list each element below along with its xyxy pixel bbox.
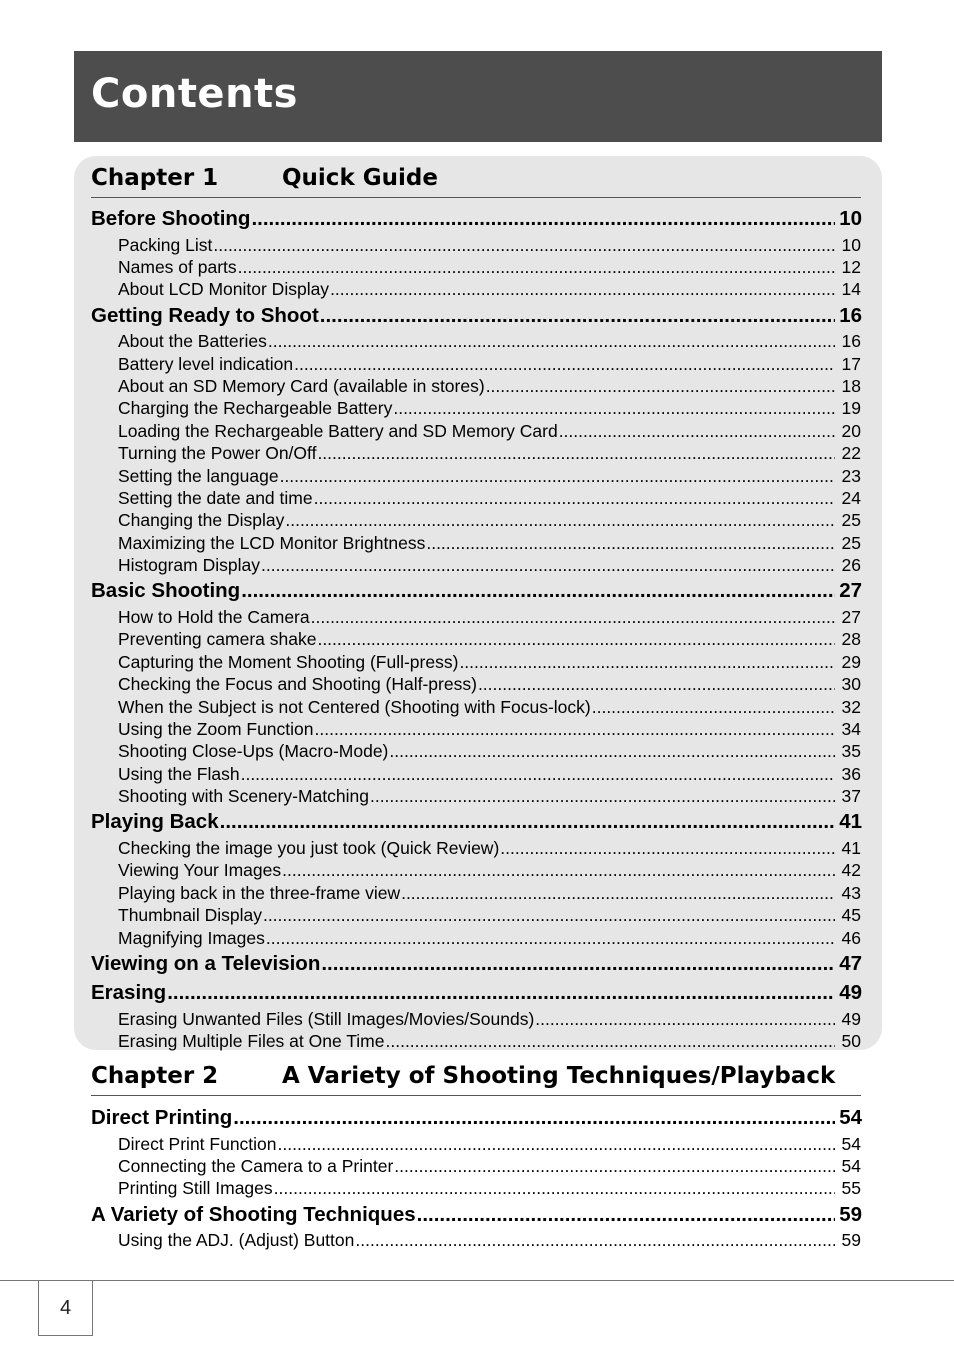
chapter-number: Chapter 1 (91, 165, 219, 191)
toc-section-entry (91, 1200, 862, 1230)
toc-entry-page: 16 (839, 303, 862, 327)
toc-entry-title: Preventing camera shake (118, 629, 317, 650)
toc-entry-title: Before Shooting (91, 207, 251, 230)
toc-section-entry (91, 949, 862, 979)
dot-leader (370, 785, 835, 807)
toc-entry-title: Checking the Focus and Shooting (Half-press) (118, 674, 477, 695)
toc-subsection-entry (91, 1229, 862, 1251)
dot-leader (321, 949, 835, 979)
toc-entry-title: Capturing the Moment Shooting (Full-press) (118, 651, 459, 672)
dot-leader (274, 1177, 835, 1199)
toc-subsection-entry (91, 1008, 862, 1030)
toc-entry-title: Using the Zoom Function (118, 718, 314, 739)
toc-entry-title: Erasing Multiple Files at One Time (118, 1031, 385, 1052)
toc-entry-page: 54 (839, 1106, 862, 1129)
toc-subsection-entry (91, 1155, 862, 1177)
toc-entry-title: Thumbnail Display (118, 905, 262, 926)
toc-subsection-entry (91, 353, 862, 375)
toc-entry-page: 36 (841, 763, 861, 784)
toc-entry-page: 49 (841, 1008, 861, 1029)
toc-entry-title: Names of parts (118, 256, 237, 277)
dot-leader (220, 807, 836, 837)
dot-leader (386, 1030, 836, 1052)
dot-leader (394, 1155, 835, 1177)
dot-leader (393, 397, 835, 419)
toc-subsection-entry (91, 904, 862, 926)
toc-entry-title: Shooting with Scenery-Matching (118, 786, 369, 807)
dot-leader (592, 696, 835, 718)
toc-entry-title: Basic Shooting (91, 579, 241, 603)
toc-entry-page: 29 (841, 651, 861, 672)
chapter-title: Quick Guide (282, 165, 438, 191)
dot-leader (478, 673, 835, 695)
toc-subsection-entry (91, 696, 862, 718)
toc-entry-title: Changing the Display (118, 510, 285, 531)
toc-entry-page: 49 (839, 981, 862, 1005)
toc-entry-page: 12 (841, 256, 861, 277)
toc-entry-page: 32 (841, 696, 861, 717)
toc-subsection-entry (91, 740, 862, 762)
dot-leader (417, 1200, 836, 1230)
dot-leader (389, 740, 835, 762)
toc-entry-page: 16 (841, 331, 861, 352)
chapter-2-toc (91, 1103, 862, 1252)
dot-leader (294, 353, 835, 375)
chapter-number: Chapter 2 (91, 1063, 219, 1089)
toc-entry-title: A Variety of Shooting Techniques (91, 1202, 416, 1226)
dot-leader (459, 651, 835, 673)
dot-leader (241, 576, 835, 606)
toc-entry-page: 24 (841, 487, 861, 508)
dot-leader (500, 837, 835, 859)
toc-entry-title: Playing Back (91, 810, 219, 834)
dot-leader (280, 465, 835, 487)
toc-entry-page: 10 (839, 207, 862, 230)
toc-section-entry (91, 807, 862, 837)
dot-leader (320, 301, 835, 331)
toc-subsection-entry (91, 487, 862, 509)
toc-entry-page: 43 (841, 882, 861, 903)
toc-entry-title: Playing back in the three-frame view (118, 882, 401, 903)
toc-section-entry (91, 301, 862, 331)
toc-subsection-entry (91, 1030, 862, 1052)
toc-entry-page: 27 (839, 579, 862, 603)
toc-entry-title: How to Hold the Camera (118, 606, 310, 627)
toc-entry-title: About LCD Monitor Display (118, 279, 330, 300)
toc-entry-title: About an SD Memory Card (available in stores) (118, 375, 485, 396)
toc-entry-title: Using the Flash (118, 763, 240, 784)
toc-entry-page: 37 (841, 786, 861, 807)
toc-subsection-entry (91, 330, 862, 352)
chapter-1-heading (91, 157, 861, 198)
toc-subsection-entry (91, 859, 862, 881)
toc-entry-page: 25 (841, 532, 861, 553)
footer-rule (0, 1280, 954, 1281)
toc-entry-page: 47 (839, 951, 862, 975)
dot-leader (278, 1133, 835, 1155)
toc-entry-page: 54 (841, 1155, 861, 1176)
toc-subsection-entry (91, 554, 862, 576)
toc-subsection-entry (91, 256, 862, 278)
toc-entry-page: 50 (841, 1031, 861, 1052)
toc-entry-title: Printing Still Images (118, 1178, 273, 1199)
toc-subsection-entry (91, 882, 862, 904)
chapter-2-heading (91, 1055, 861, 1096)
toc-entry-page: 26 (841, 555, 861, 576)
toc-subsection-entry (91, 673, 862, 695)
toc-entry-page: 35 (841, 741, 861, 762)
toc-entry-title: Getting Ready to Shoot (91, 303, 319, 327)
toc-entry-page: 34 (841, 718, 861, 739)
toc-subsection-entry (91, 420, 862, 442)
toc-entry-title: Battery level indication (118, 353, 294, 374)
page-title: Contents (91, 71, 298, 117)
toc-section-entry (91, 978, 862, 1008)
toc-entry-page: 30 (841, 674, 861, 695)
dot-leader (401, 882, 835, 904)
dot-leader (233, 1103, 835, 1133)
toc-subsection-entry (91, 1133, 862, 1155)
toc-entry-title: Shooting Close-Ups (Macro-Mode) (118, 741, 389, 762)
toc-entry-title: Magnifying Images (118, 927, 265, 948)
dot-leader (251, 204, 835, 234)
toc-section-entry (91, 1103, 862, 1133)
toc-entry-page: 14 (841, 279, 861, 300)
toc-entry-page: 46 (841, 927, 861, 948)
toc-entry-page: 23 (841, 465, 861, 486)
toc-entry-title: Maximizing the LCD Monitor Brightness (118, 532, 426, 553)
dot-leader (282, 859, 835, 881)
toc-entry-page: 54 (841, 1133, 861, 1154)
toc-entry-page: 28 (841, 629, 861, 650)
dot-leader (330, 278, 835, 300)
chapter-1-toc (91, 204, 862, 1053)
toc-entry-title: Direct Printing (91, 1106, 233, 1129)
toc-entry-title: Setting the language (118, 465, 279, 486)
toc-entry-page: 10 (841, 234, 861, 255)
toc-entry-title: When the Subject is not Centered (Shooting with Focus-lock) (118, 696, 591, 717)
toc-entry-page: 55 (841, 1178, 861, 1199)
toc-entry-title: About the Batteries (118, 331, 267, 352)
dot-leader (261, 554, 835, 576)
toc-entry-page: 22 (841, 443, 861, 464)
toc-entry-title: Histogram Display (118, 555, 260, 576)
toc-entry-page: 45 (841, 905, 861, 926)
toc-subsection-entry (91, 785, 862, 807)
toc-entry-page: 59 (839, 1202, 862, 1226)
dot-leader (317, 442, 835, 464)
toc-entry-title: Turning the Power On/Off (118, 443, 317, 464)
toc-entry-page: 41 (841, 837, 861, 858)
toc-subsection-entry (91, 442, 862, 464)
dot-leader (285, 509, 835, 531)
toc-entry-title: Packing List (118, 234, 213, 255)
toc-entry-title: Charging the Rechargeable Battery (118, 398, 393, 419)
toc-entry-page: 20 (841, 420, 861, 441)
toc-entry-title: Direct Print Function (118, 1133, 277, 1154)
toc-entry-page: 41 (839, 810, 862, 834)
toc-entry-page: 18 (841, 375, 861, 396)
toc-entry-title: Connecting the Camera to a Printer (118, 1155, 394, 1176)
toc-entry-title: Setting the date and time (118, 487, 313, 508)
toc-entry-page: 59 (841, 1230, 861, 1251)
toc-entry-page: 17 (841, 353, 861, 374)
toc-entry-page: 42 (841, 860, 861, 881)
toc-subsection-entry (91, 837, 862, 859)
dot-leader (238, 256, 835, 278)
toc-section-entry (91, 204, 862, 234)
dot-leader (311, 606, 835, 628)
toc-entry-title: Checking the image you just took (Quick Review) (118, 837, 500, 858)
toc-entry-title: Using the ADJ. (Adjust) Button (118, 1230, 355, 1251)
toc-subsection-entry (91, 763, 862, 785)
toc-entry-page: 27 (841, 606, 861, 627)
toc-entry-title: Viewing on a Television (91, 951, 321, 975)
dot-leader (268, 330, 835, 352)
toc-entry-title: Loading the Rechargeable Battery and SD Memory Card (118, 420, 558, 441)
toc-subsection-entry (91, 509, 862, 531)
dot-leader (263, 904, 835, 926)
dot-leader (426, 532, 835, 554)
toc-subsection-entry (91, 628, 862, 650)
dot-leader (317, 628, 835, 650)
dot-leader (486, 375, 835, 397)
page-number: 4 (38, 1281, 93, 1336)
toc-entry-title: Viewing Your Images (118, 860, 282, 881)
toc-subsection-entry (91, 532, 862, 554)
toc-subsection-entry (91, 465, 862, 487)
dot-leader (315, 718, 835, 740)
dot-leader (559, 420, 835, 442)
toc-subsection-entry (91, 278, 862, 300)
dot-leader (241, 763, 835, 785)
dot-leader (355, 1229, 835, 1251)
dot-leader (167, 978, 835, 1008)
toc-subsection-entry (91, 375, 862, 397)
toc-entry-title: Erasing Unwanted Files (Still Images/Movies/Sounds) (118, 1008, 535, 1029)
toc-subsection-entry (91, 718, 862, 740)
toc-subsection-entry (91, 397, 862, 419)
toc-entry-page: 25 (841, 510, 861, 531)
dot-leader (535, 1008, 835, 1030)
toc-section-entry (91, 576, 862, 606)
dot-leader (314, 487, 835, 509)
toc-entry-page: 19 (841, 398, 861, 419)
dot-leader (213, 234, 835, 256)
toc-subsection-entry (91, 927, 862, 949)
toc-subsection-entry (91, 1177, 862, 1199)
toc-entry-title: Erasing (91, 981, 167, 1005)
chapter-title: A Variety of Shooting Techniques/Playback (282, 1063, 836, 1089)
toc-subsection-entry (91, 606, 862, 628)
toc-subsection-entry (91, 651, 862, 673)
header-bar (74, 51, 882, 142)
dot-leader (266, 927, 835, 949)
toc-subsection-entry (91, 234, 862, 256)
